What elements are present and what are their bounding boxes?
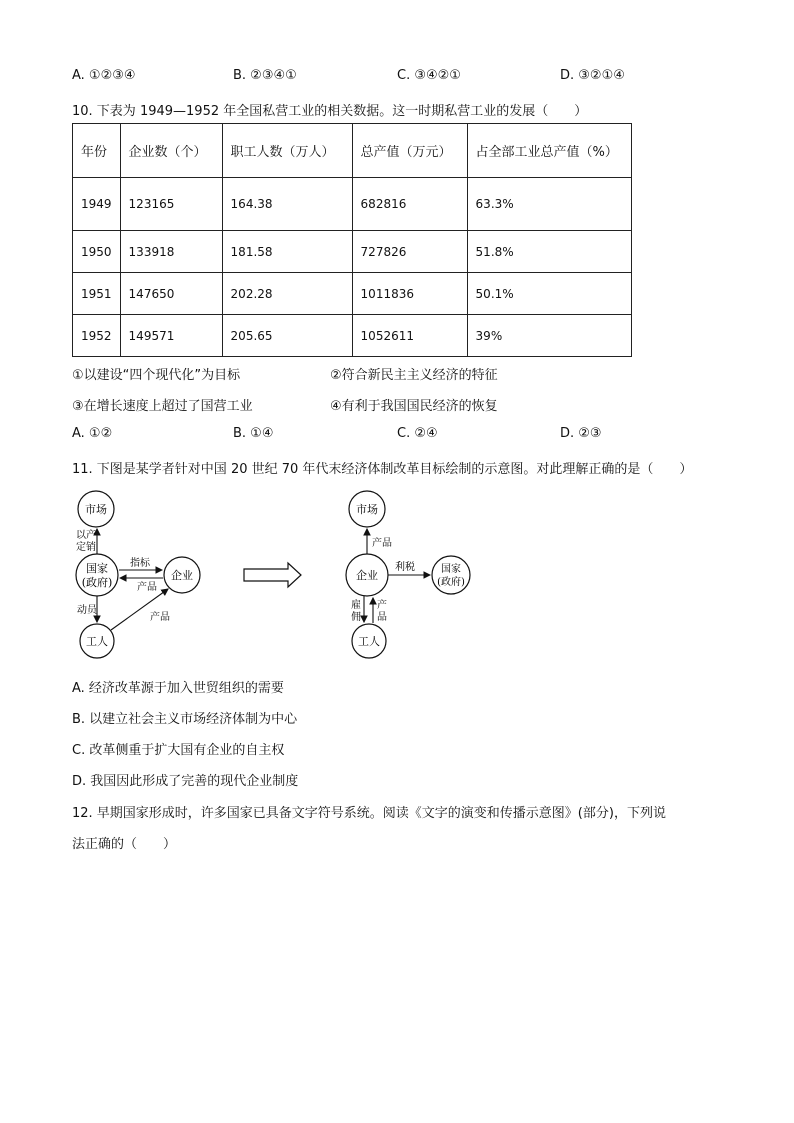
q10-option-c: C. ②④ bbox=[397, 426, 438, 441]
q10-option-d: D. ②③ bbox=[560, 426, 602, 441]
table-header-row bbox=[73, 124, 632, 178]
right-label-tax: 利税 bbox=[395, 562, 415, 573]
q11-option-a: A. 经济改革源于加入世贸组织的需要 bbox=[72, 681, 284, 696]
transition-arrow-icon bbox=[244, 563, 301, 587]
q10-option-a: A. ①② bbox=[72, 426, 113, 441]
left-state-label-1: 国家 bbox=[86, 562, 108, 575]
q10-option-b: B. ①④ bbox=[233, 426, 274, 441]
q10-statement-3: ③在增长速度上超过了国营工业 bbox=[72, 399, 253, 414]
right-state-label-2: (政府) bbox=[437, 577, 465, 588]
left-label-product-low: 产品 bbox=[150, 612, 170, 623]
right-label-hire-1: 雇 bbox=[351, 600, 361, 611]
q11-option-d: D. 我国因此形成了完善的现代企业制度 bbox=[72, 774, 299, 789]
q10-data-table bbox=[72, 123, 632, 357]
right-label-product-right-2: 品 bbox=[377, 612, 387, 623]
left-label-product-mid: 产品 bbox=[137, 582, 157, 593]
table-cell: 123165 bbox=[120, 178, 222, 231]
right-state-label-1: 国家 bbox=[441, 564, 461, 575]
q9-option-c: C. ③④②① bbox=[397, 68, 461, 83]
table-header-year: 年份 bbox=[73, 124, 121, 178]
q11-stem: 11. 下图是某学者针对中国 20 世纪 70 年代末经济体制改革目标绘制的示意图。对此理解正确的是（ ） bbox=[72, 462, 693, 477]
table-row bbox=[73, 315, 632, 357]
table-cell: 1949 bbox=[73, 178, 121, 231]
table-header-output: 总产值（万元） bbox=[352, 124, 467, 178]
right-label-product-right-1: 产 bbox=[377, 600, 387, 611]
q12-stem-line-1: 12. 早期国家形成时，许多国家已具备文字符号系统。阅读《文字的演变和传播示意图》(部分)，下列说 bbox=[72, 806, 666, 821]
q9-option-a: A. ①②③④ bbox=[72, 68, 136, 83]
table-row bbox=[73, 273, 632, 315]
left-market-label: 市场 bbox=[85, 503, 107, 516]
left-state-label-2: (政府) bbox=[81, 576, 113, 589]
table-cell: 63.3% bbox=[467, 178, 631, 231]
left-state-node bbox=[76, 554, 118, 596]
q9-option-b: B. ②③④① bbox=[233, 68, 297, 83]
left-arrow-worker-to-enterprise bbox=[111, 589, 168, 630]
q10-statement-1: ①以建设“四个现代化”为目标 bbox=[72, 368, 241, 383]
left-label-produce-sale-1: 以产 bbox=[76, 530, 96, 541]
left-enterprise-label: 企业 bbox=[171, 569, 193, 582]
table-cell: 50.1% bbox=[467, 273, 631, 315]
left-label-mobilize: 动员 bbox=[77, 605, 97, 616]
table-cell: 727826 bbox=[352, 231, 467, 273]
table-row bbox=[73, 231, 632, 273]
q12-stem-line-2: 法正确的（ ） bbox=[72, 837, 177, 852]
table-cell: 147650 bbox=[120, 273, 222, 315]
q11-option-c: C. 改革侧重于扩大国有企业的自主权 bbox=[72, 743, 285, 758]
table-header-workers: 职工人数（万人） bbox=[222, 124, 352, 178]
q10-statement-4: ④有利于我国国民经济的恢复 bbox=[330, 399, 498, 414]
q10-statement-2: ②符合新民主主义经济的特征 bbox=[330, 368, 498, 383]
right-market-label: 市场 bbox=[356, 503, 378, 516]
table-cell: 202.28 bbox=[222, 273, 352, 315]
left-worker-label: 工人 bbox=[86, 635, 108, 648]
table-cell: 1011836 bbox=[352, 273, 467, 315]
table-row bbox=[73, 178, 632, 231]
right-state-node bbox=[432, 556, 470, 594]
left-label-produce-sale-2: 定销 bbox=[76, 542, 96, 553]
table-cell: 39% bbox=[467, 315, 631, 357]
right-label-product-up: 产品 bbox=[372, 538, 392, 549]
table-cell: 51.8% bbox=[467, 231, 631, 273]
table-header-enterprises: 企业数（个） bbox=[120, 124, 222, 178]
table-cell: 133918 bbox=[120, 231, 222, 273]
q11-option-b: B. 以建立社会主义市场经济体制为中心 bbox=[72, 712, 298, 727]
table-cell: 205.65 bbox=[222, 315, 352, 357]
q11-reform-diagram bbox=[60, 480, 490, 670]
left-label-index: 指标 bbox=[130, 558, 150, 569]
right-enterprise-label: 企业 bbox=[356, 569, 378, 582]
q10-stem: 10. 下表为 1949—1952 年全国私营工业的相关数据。这一时期私营工业的发展（ ） bbox=[72, 104, 588, 119]
q9-option-d: D. ③②①④ bbox=[560, 68, 625, 83]
table-cell: 1952 bbox=[73, 315, 121, 357]
table-cell: 181.58 bbox=[222, 231, 352, 273]
table-cell: 682816 bbox=[352, 178, 467, 231]
table-cell: 1052611 bbox=[352, 315, 467, 357]
table-cell: 164.38 bbox=[222, 178, 352, 231]
right-label-hire-2: 佣 bbox=[351, 612, 361, 623]
table-header-share: 占全部工业总产值（%） bbox=[467, 124, 631, 178]
table-cell: 1951 bbox=[73, 273, 121, 315]
table-cell: 149571 bbox=[120, 315, 222, 357]
table-cell: 1950 bbox=[73, 231, 121, 273]
right-worker-label: 工人 bbox=[358, 635, 380, 648]
